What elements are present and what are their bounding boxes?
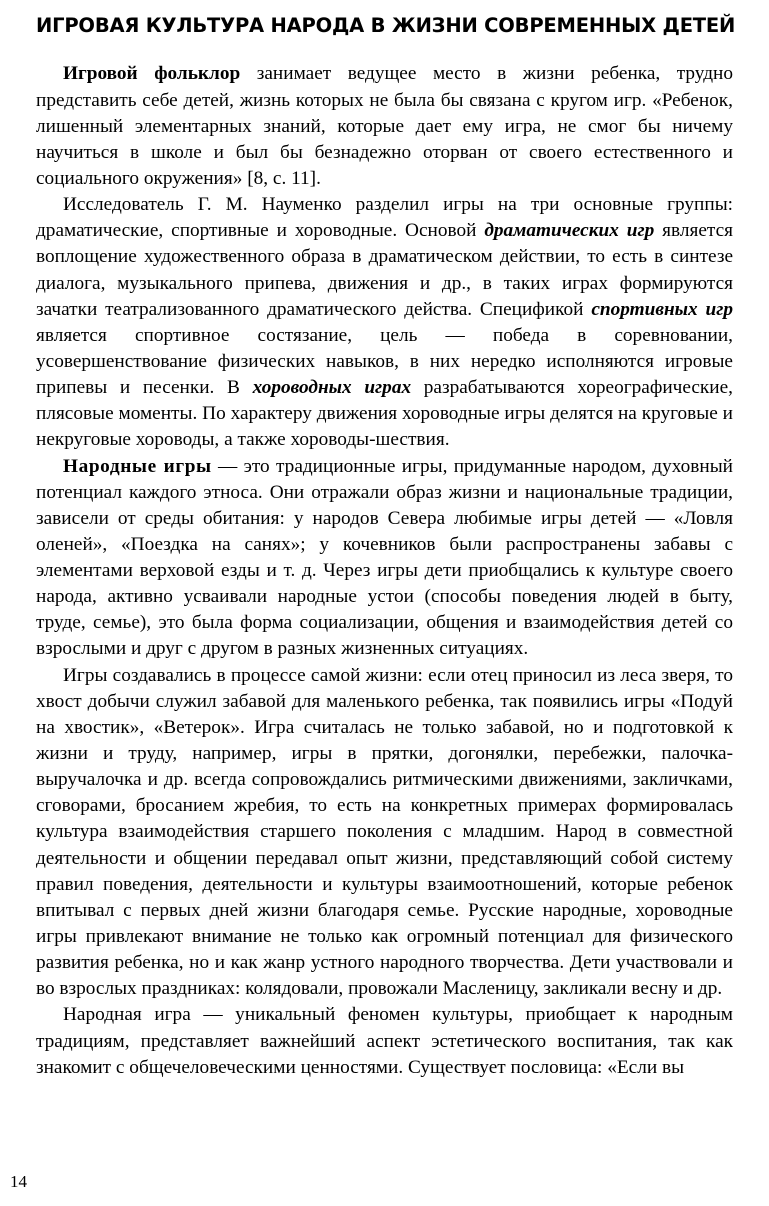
paragraph-2-emphasis-2: спортивных игр: [591, 298, 733, 320]
paragraph-2-part4: разрабатываются хореографические, плясовые моменты. По характеру движения хороводные игры делятся на круговые и некруговые хороводы, а также хороводы-шествия.: [36, 377, 733, 451]
paragraph-2-part1: Исследователь Г. М. Науменко разделил игры на три основные группы: драматические, спортивные и хороводные. Основой: [36, 194, 733, 242]
paragraph-2-part3: является спортивное состязание, цель — победа в соревновании, усовершенствование физических навыков, в них нередко исполняются игровые припевы и песенки. В: [36, 324, 733, 399]
page-title: ИГРОВАЯ КУЛЬТУРА НАРОДА В ЖИЗНИ СОВРЕМЕННЫХ ДЕТЕЙ: [36, 14, 736, 37]
paragraph-2-part2: является воплощение художественного образа в драматическом действии, то есть в синтезе диалога, музыкального припева, движения и др., в таких играх формируются зачатки театрализованного драматического действа. Спецификой: [36, 220, 733, 320]
page-number: 14: [10, 1172, 27, 1191]
paragraph-3-lead: Народные игры: [63, 455, 212, 477]
paragraph-2-emphasis-1: драматических игр: [484, 220, 655, 242]
paragraph-3: [36, 454, 733, 663]
paragraph-3-text: — это традиционные игры, придуманные народом, духовный потенциал каждого этноса. Они отражали образ жизни и национальные традиции, зависели от среды обитания: у народов Севера любимые игры детей — «Ловля оленей», «Поездка на санях»; у кочевников были распространены забавы с элементами верховой езды и т. д. Через игры дети приобщались к культуре своего народа, активно усваивали народные устои (способы поведения людей в быту, труде, семье), это была форма социализации, общения и взаимодействия детей со взрослыми и друг с другом в разных жизненных ситуациях.: [36, 455, 733, 660]
paragraph-5: Народная игра — уникальный феномен культуры, приобщает к народным традициям, представляет важнейший аспект эстетического воспитания, так как знакомит с общечеловеческими ценностями. Существует пословица: «Если вы: [36, 1004, 733, 1078]
paragraph-1-lead: Игровой фольклор: [63, 63, 241, 85]
paragraph-1-text: занимает ведущее место в жизни ребенка, трудно представить себе детей, жизнь которых не была бы связана с кругом игр. «Ребенок, лишенный элементарных знаний, которые дает ему игра, не смог бы ничему научиться в школе и был бы безнадежно оторван от своего естественного и социального окружения» [8, с. 11].: [36, 63, 733, 189]
paragraph-2-emphasis-3: хороводных играх: [252, 377, 412, 399]
article-body: [36, 61, 733, 1080]
paragraph-4: Игры создавались в процессе самой жизни: если отец приносил из леса зверя, то хвост добычи служил забавой для маленького ребенка, так появились игры «Подуй на хвостик», «Ветерок». Игра считалась не только забавой, но и подготовкой к жизни и труду, например, игры в прятки, догонялки, перебежки, палочка-выручалочка и др. всегда сопровождались ритмическими движениями, закличками, сговорами, бросанием жребия, то есть на конкретных примерах формировалась культура взаимодействия старшего поколения с младшим. Народ в совместной деятельности и общении передавал опыт жизни, представляющий собой систему правил поведения, деятельности и культуры взаимоотношений, которые ребенок впитывал с первых дней жизни благодаря семье. Русские народные, хороводные игры привлекают внимание не только как огромный потенциал для физического развития ребенка, но и как жанр устного народного творчества. Дети участвовали и во взрослых праздниках: колядовали, провожали Масленицу, закликали весну и др.: [36, 664, 733, 1000]
paragraph-2: [36, 192, 733, 453]
paragraph-1: [36, 61, 733, 192]
